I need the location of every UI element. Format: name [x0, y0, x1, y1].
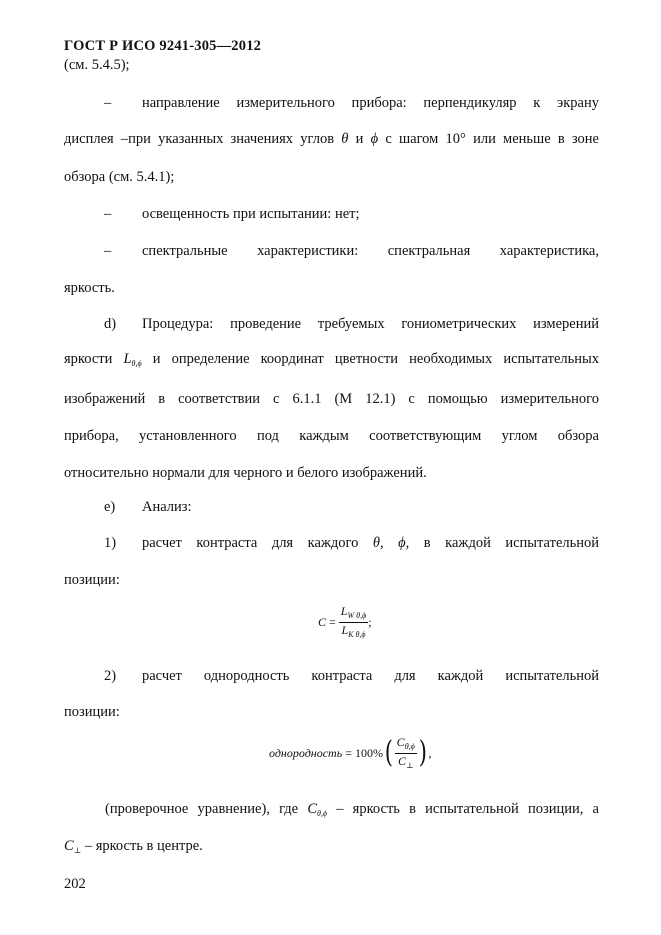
- list-marker: 1): [104, 535, 117, 551]
- paragraph-line: изображений в соответствии с 6.1.1 (М 12.1) с помощью измерительного: [64, 391, 599, 407]
- theta-symbol: θ: [372, 535, 381, 551]
- paragraph-line: позиции:: [64, 704, 120, 720]
- luminance-symbol: $L_{\theta,\phi}$: [123, 351, 142, 368]
- theta-symbol: θ: [341, 131, 349, 147]
- left-paren: (: [384, 735, 393, 771]
- list-text: спектральные характеристики: спектральная характеристика,: [142, 243, 599, 259]
- list-item: [64, 668, 599, 685]
- contrast-fraction: $\frac{L_{W \theta,\phi}}{L_{K \theta,\phi}}$: [340, 604, 367, 639]
- list-item: [64, 801, 599, 818]
- list-marker: 2): [104, 668, 117, 684]
- list-item: [64, 535, 599, 552]
- phi-symbol: ϕ: [370, 131, 379, 147]
- list-marker: –: [104, 206, 112, 222]
- list-text: Анализ:: [142, 499, 192, 515]
- list-marker: –: [104, 95, 112, 111]
- paragraph-line: яркость.: [64, 280, 115, 296]
- reference-line: (см. 5.4.5);: [64, 57, 130, 73]
- list-item: [64, 206, 599, 223]
- paragraph-line: прибора, установленного под каждым соответствующим углом обзора: [64, 428, 599, 444]
- paragraph-line: обзора (см. 5.4.1);: [64, 169, 175, 185]
- phi-symbol: ϕ: [398, 535, 406, 551]
- list-marker: –: [104, 243, 112, 259]
- paragraph-line: $C_\perp$ – яркость в центре.: [64, 838, 203, 855]
- list-item: [64, 95, 599, 112]
- list-text: расчет однородность контраста для каждой испытательной: [142, 668, 599, 684]
- page-number: 202: [64, 876, 86, 892]
- list-marker: d): [104, 316, 117, 332]
- paragraph-line: дисплея –при указанных значениях углов θ и ϕ с шагом 10° или меньше в зоне: [64, 131, 599, 147]
- paragraph-line: относительно нормали для черного и белого изображений.: [64, 465, 427, 481]
- list-text: Процедура: проведение требуемых гониометрических измерений: [142, 316, 599, 332]
- list-item: [64, 243, 599, 260]
- list-marker: e): [104, 499, 116, 515]
- paragraph-line: яркости $L_{\theta,\phi}$ и определение координат цветности необходимых испытательных: [64, 351, 599, 368]
- list-item: [64, 499, 599, 516]
- contrast-formula: C = $\frac{L_{W \theta,\phi}}{L_{K \theta,\phi}}$ ;: [318, 604, 372, 639]
- uniformity-formula: однородность = 100% ( $\frac{C_{\theta,\phi}}{C_\perp}$ ) ,: [269, 735, 432, 771]
- uniformity-fraction: $\frac{C_{\theta,\phi}}{C_\perp}$: [396, 735, 415, 770]
- right-paren: ): [418, 735, 427, 771]
- paragraph-line: позиции:: [64, 572, 120, 588]
- list-text: (проверочное уравнение), где $C_{\theta,\phi}$ – яркость в испытательной позиции, а: [105, 801, 599, 818]
- list-text: направление измерительного прибора: перпендикуляр к экрану: [142, 95, 599, 111]
- list-text: расчет контраста для каждого θ, ϕ, в каждой испытательной: [142, 535, 600, 551]
- document-header: ГОСТ Р ИСО 9241-305—2012: [64, 38, 262, 54]
- list-item: [64, 316, 599, 333]
- list-text: освещенность при испытании: нет;: [142, 206, 360, 222]
